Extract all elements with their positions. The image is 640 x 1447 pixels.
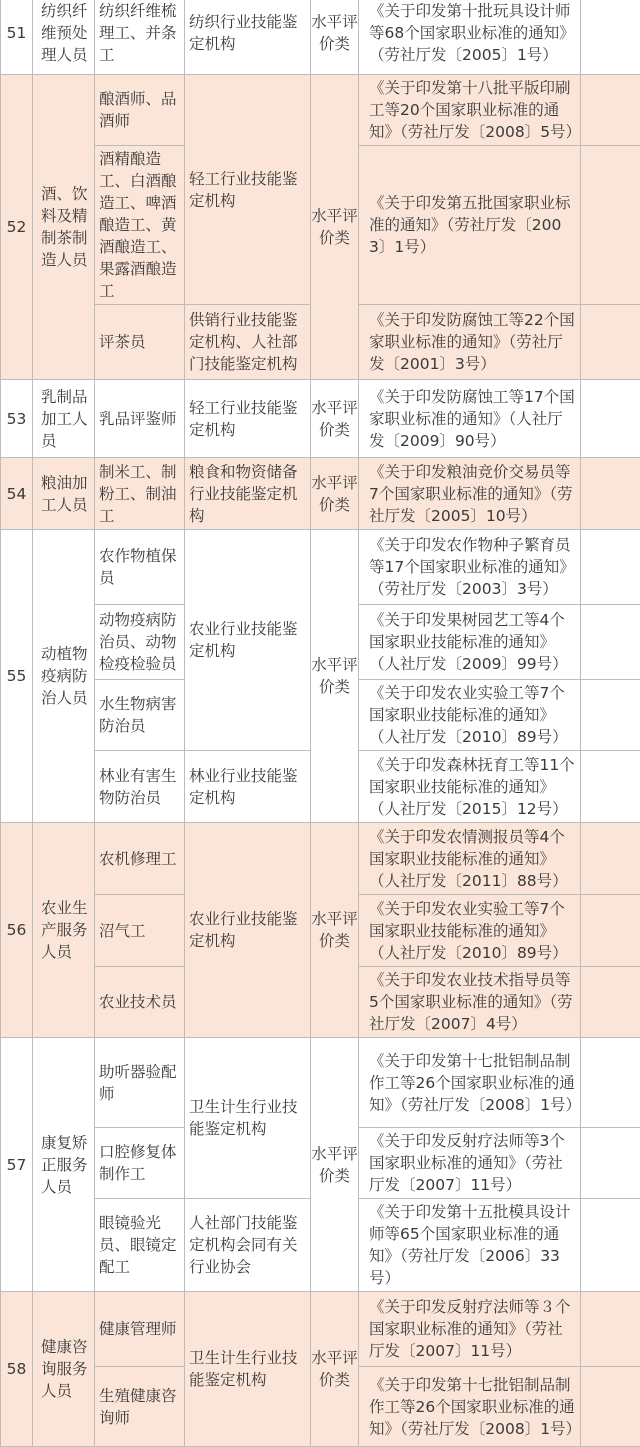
- occupation-cell: 农业技术员: [95, 967, 185, 1038]
- table-row: [1, 823, 640, 895]
- eval-type-cell: 水平评价类: [311, 530, 359, 823]
- blank-cell: [581, 680, 640, 751]
- document-cell: 《关于印发第十五批模具设计师等65个国家职业标准的通知》（劳社厅发〔2006〕33号）: [359, 1199, 581, 1292]
- occupation-cell: 酿酒师、品酒师: [95, 75, 185, 146]
- category-cell: 纺织纤维预处理人员: [33, 0, 95, 75]
- occupation-cell: 动物疫病防治员、动物检疫检验员: [95, 605, 185, 680]
- occupation-cell: 评茶员: [95, 305, 185, 380]
- table-row: [1, 458, 640, 530]
- occupation-cell: 纺织纤维梳理工、并条工: [95, 0, 185, 75]
- row-number: 58: [1, 1292, 33, 1447]
- document-cell: 《关于印发农业实验工等7个国家职业技能标准的通知》（人社厅发〔2010〕89号）: [359, 680, 581, 751]
- blank-cell: [581, 751, 640, 823]
- category-cell: 健康咨询服务人员: [33, 1292, 95, 1447]
- agency-cell: 农业行业技能鉴定机构: [185, 530, 311, 751]
- occupation-cell: 沼气工: [95, 895, 185, 967]
- occupation-cell: 制米工、制粉工、制油工: [95, 458, 185, 530]
- document-cell: 《关于印发第十批玩具设计师等68个国家职业标准的通知》（劳社厅发〔2005〕1号）: [359, 0, 581, 75]
- document-cell: 《关于印发第五批国家职业标准的通知》（劳社厅发〔2003〕1号）: [359, 146, 581, 305]
- eval-type-cell: 水平评价类: [311, 1292, 359, 1447]
- occupation-cell: 眼镜验光员、眼镜定配工: [95, 1199, 185, 1292]
- agency-cell: 卫生计生行业技能鉴定机构: [185, 1038, 311, 1199]
- occupation-cell: 助听器验配师: [95, 1038, 185, 1128]
- agency-cell: 人社部门技能鉴定机构会同有关行业协会: [185, 1199, 311, 1292]
- agency-cell: 轻工行业技能鉴定机构: [185, 75, 311, 305]
- document-cell: 《关于印发反射疗法师等3个国家职业标准的通知》（劳社厅发〔2007〕11号）: [359, 1128, 581, 1199]
- category-cell: 动植物疫病防治人员: [33, 530, 95, 823]
- document-cell: 《关于印发农业技术指导员等5个国家职业标准的通知》（劳社厅发〔2007〕4号）: [359, 967, 581, 1038]
- row-number: 53: [1, 380, 33, 458]
- blank-cell: [581, 605, 640, 680]
- eval-type-cell: 水平评价类: [311, 458, 359, 530]
- document-cell: 《关于印发防腐蚀工等22个国家职业标准的通知》（劳社厅发〔2001〕3号）: [359, 305, 581, 380]
- blank-cell: [581, 0, 640, 75]
- blank-cell: [581, 1038, 640, 1128]
- category-cell: 酒、饮料及精制茶制造人员: [33, 75, 95, 380]
- document-cell: 《关于印发农作物种子繁育员等17个国家职业标准的通知》（劳社厅发〔2003〕3号）: [359, 530, 581, 605]
- category-cell: 康复矫正服务人员: [33, 1038, 95, 1292]
- agency-cell: 纺织行业技能鉴定机构: [185, 0, 311, 75]
- row-number: 51: [1, 0, 33, 75]
- occupation-cell: 乳品评鉴师: [95, 380, 185, 458]
- blank-cell: [581, 1367, 640, 1447]
- document-cell: 《关于印发粮油竞价交易员等7个国家职业标准的通知》（劳社厅发〔2005〕10号）: [359, 458, 581, 530]
- row-number: 55: [1, 530, 33, 823]
- occupation-cell: 口腔修复体制作工: [95, 1128, 185, 1199]
- eval-type-cell: 水平评价类: [311, 0, 359, 75]
- category-cell: 粮油加工人员: [33, 458, 95, 530]
- document-cell: 《关于印发第十八批平版印刷工等20个国家职业标准的通知》（劳社厅发〔2008〕5号）: [359, 75, 581, 146]
- document-cell: 《关于印发农情测报员等4个国家职业技能标准的通知》（人社厅发〔2011〕88号）: [359, 823, 581, 895]
- document-cell: 《关于印发森林抚育工等11个国家职业技能标准的通知》（人社厅发〔2015〕12号）: [359, 751, 581, 823]
- blank-cell: [581, 146, 640, 305]
- row-number: 54: [1, 458, 33, 530]
- blank-cell: [581, 530, 640, 605]
- occupation-cell: 水生物病害防治员: [95, 680, 185, 751]
- blank-cell: [581, 458, 640, 530]
- blank-cell: [581, 1292, 640, 1367]
- occupation-cell: 生殖健康咨询师: [95, 1367, 185, 1447]
- eval-type-cell: 水平评价类: [311, 1038, 359, 1292]
- document-cell: 《关于印发果树园艺工等4个国家职业技能标准的通知》（人社厅发〔2009〕99号）: [359, 605, 581, 680]
- occupation-cell: 健康管理师: [95, 1292, 185, 1367]
- occupation-cell: 林业有害生物防治员: [95, 751, 185, 823]
- eval-type-cell: 水平评价类: [311, 823, 359, 1038]
- agency-cell: 粮食和物资储备行业技能鉴定机构: [185, 458, 311, 530]
- table-row: [1, 0, 640, 75]
- blank-cell: [581, 1128, 640, 1199]
- blank-cell: [581, 967, 640, 1038]
- table-row: [1, 380, 640, 458]
- table-row: [1, 530, 640, 605]
- table-row: [1, 1038, 640, 1128]
- table-row: [1, 1292, 640, 1367]
- agency-cell: 农业行业技能鉴定机构: [185, 823, 311, 1038]
- agency-cell: 卫生计生行业技能鉴定机构: [185, 1292, 311, 1447]
- occupation-cell: 酒精酿造工、白酒酿造工、啤酒酿造工、黄酒酿造工、果露酒酿造工: [95, 146, 185, 305]
- category-cell: 乳制品加工人员: [33, 380, 95, 458]
- blank-cell: [581, 75, 640, 146]
- eval-type-cell: 水平评价类: [311, 75, 359, 380]
- blank-cell: [581, 1199, 640, 1292]
- blank-cell: [581, 823, 640, 895]
- document-cell: 《关于印发农业实验工等7个国家职业技能标准的通知》（人社厅发〔2010〕89号）: [359, 895, 581, 967]
- row-number: 57: [1, 1038, 33, 1292]
- agency-cell: 林业行业技能鉴定机构: [185, 751, 311, 823]
- document-cell: 《关于印发第十七批铝制品制作工等26个国家职业标准的通知》（劳社厅发〔2008〕1号）: [359, 1367, 581, 1447]
- agency-cell: 轻工行业技能鉴定机构: [185, 380, 311, 458]
- eval-type-cell: 水平评价类: [311, 380, 359, 458]
- category-cell: 农业生产服务人员: [33, 823, 95, 1038]
- document-cell: 《关于印发第十七批铝制品制作工等26个国家职业标准的通知》（劳社厅发〔2008〕1号）: [359, 1038, 581, 1128]
- document-cell: 《关于印发防腐蚀工等17个国家职业标准的通知》（人社厅发〔2009〕90号）: [359, 380, 581, 458]
- occupation-cell: 农作物植保员: [95, 530, 185, 605]
- table-row: [1, 75, 640, 146]
- occupation-cell: 农机修理工: [95, 823, 185, 895]
- blank-cell: [581, 895, 640, 967]
- blank-cell: [581, 380, 640, 458]
- row-number: 56: [1, 823, 33, 1038]
- row-number: 52: [1, 75, 33, 380]
- document-cell: 《关于印发反射疗法师等３个国家职业标准的通知》（劳社厅发〔2007〕11号）: [359, 1292, 581, 1367]
- blank-cell: [581, 305, 640, 380]
- agency-cell: 供销行业技能鉴定机构、人社部门技能鉴定机构: [185, 305, 311, 380]
